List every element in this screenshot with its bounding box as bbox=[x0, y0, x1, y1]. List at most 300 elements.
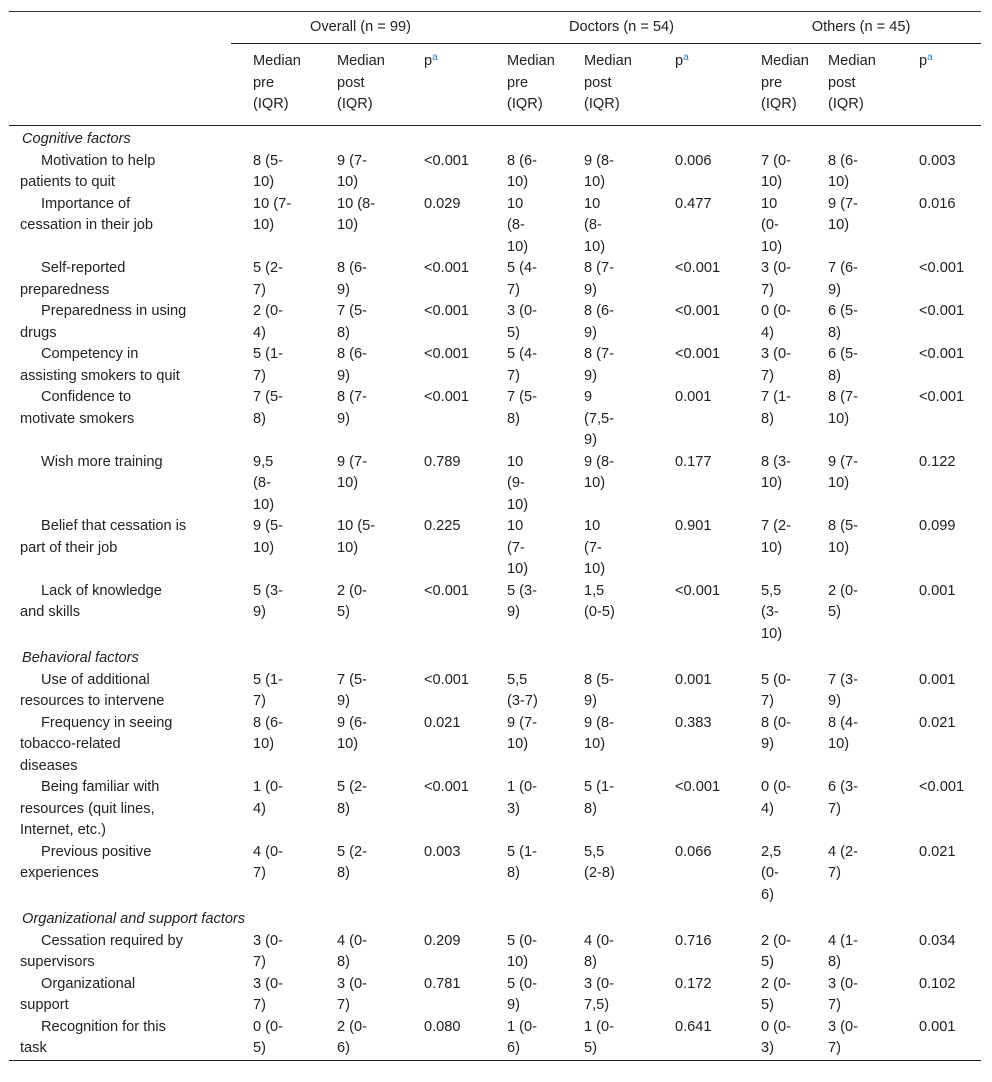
text-line: (IQR) bbox=[253, 96, 289, 112]
row-label bbox=[9, 974, 231, 1017]
cell-others-post bbox=[814, 931, 887, 974]
cell-overall-post bbox=[313, 344, 397, 387]
text-line: 0.177 bbox=[675, 453, 712, 470]
text-line: 9) bbox=[253, 604, 266, 620]
cell-others-p bbox=[887, 777, 981, 842]
text-line: 0.001 bbox=[675, 389, 712, 405]
cell-overall-p bbox=[397, 516, 490, 581]
column-header-median-post-others bbox=[814, 44, 887, 126]
text-line: 9) bbox=[337, 281, 350, 298]
text-line: 7 (5- bbox=[507, 389, 538, 405]
text-line: 10 bbox=[584, 195, 601, 212]
text-line: 9) bbox=[584, 281, 597, 298]
cell-doctors-pre bbox=[490, 194, 568, 259]
text-line: 0.477 bbox=[675, 195, 712, 212]
text-line: 4) bbox=[253, 324, 266, 341]
cell-overall-post bbox=[313, 842, 397, 907]
cell-others-post bbox=[814, 670, 887, 713]
text-line: <0.001 bbox=[424, 303, 470, 319]
section-title: Behavioral factors bbox=[22, 650, 139, 666]
text-line: 4 (0- bbox=[253, 843, 284, 860]
p-label: p bbox=[919, 53, 928, 69]
row-label-line: Cessation required by bbox=[41, 932, 183, 949]
text-line: 8) bbox=[828, 954, 841, 970]
text-line: 4) bbox=[761, 324, 774, 341]
row-label bbox=[9, 670, 231, 713]
text-line: <0.001 bbox=[675, 260, 721, 276]
cell-doctors-pre bbox=[490, 842, 568, 907]
cell-others-pre bbox=[741, 713, 814, 778]
row-label-line: cessation in their job bbox=[20, 217, 154, 233]
text-line: (2-8) bbox=[584, 865, 615, 881]
footnote-marker: a bbox=[432, 52, 438, 63]
cell-others-p bbox=[887, 581, 981, 646]
cell-others-post bbox=[814, 713, 887, 778]
row-label bbox=[9, 151, 231, 194]
text-line: 4 (1- bbox=[828, 932, 859, 949]
text-line: 10) bbox=[761, 539, 783, 556]
text-line: 8 (0- bbox=[761, 714, 792, 731]
row-label-line: Use of additional bbox=[41, 671, 150, 688]
text-line: 10) bbox=[828, 539, 850, 556]
text-line: 10) bbox=[584, 736, 606, 752]
text-line: (7,5- bbox=[584, 410, 615, 427]
cell-overall-post bbox=[313, 258, 397, 301]
cell-overall-pre bbox=[231, 670, 313, 713]
text-line: (7- bbox=[584, 539, 602, 556]
text-line: 2 (0- bbox=[337, 1018, 368, 1035]
text-line: 2 (0- bbox=[337, 582, 368, 599]
text-line: 9 (8- bbox=[584, 453, 615, 470]
text-line: 10) bbox=[828, 174, 850, 190]
cell-doctors-post bbox=[568, 581, 648, 646]
cell-others-p bbox=[887, 974, 981, 1017]
cell-overall-p bbox=[397, 713, 490, 778]
text-line: 7 (5- bbox=[253, 389, 284, 405]
table-row bbox=[9, 258, 981, 301]
text-line: 0.781 bbox=[424, 975, 461, 992]
cell-others-pre bbox=[741, 974, 814, 1017]
text-line: (9- bbox=[507, 475, 525, 491]
cell-doctors-post bbox=[568, 670, 648, 713]
text-line: 7) bbox=[253, 693, 266, 709]
cell-doctors-p bbox=[648, 670, 741, 713]
text-line: 7) bbox=[507, 367, 520, 384]
cell-overall-pre bbox=[231, 516, 313, 581]
cell-others-post bbox=[814, 777, 887, 842]
cell-others-p bbox=[887, 194, 981, 259]
text-line: (IQR) bbox=[337, 96, 373, 112]
results-table-container bbox=[9, 11, 981, 1061]
header-blank-cell bbox=[9, 12, 231, 44]
cell-overall-pre bbox=[231, 344, 313, 387]
text-line: <0.001 bbox=[675, 346, 721, 362]
text-line: 9,5 bbox=[253, 453, 274, 470]
column-header-median-pre-overall bbox=[231, 44, 313, 126]
row-label-line: experiences bbox=[20, 865, 99, 881]
text-line: 8) bbox=[507, 865, 520, 881]
cell-doctors-post bbox=[568, 713, 648, 778]
text-line: 3 (0- bbox=[507, 303, 538, 319]
table-row bbox=[9, 777, 981, 842]
text-line: 0.080 bbox=[424, 1018, 461, 1035]
header-row-groups bbox=[9, 12, 981, 44]
section-title: Organizational and support factors bbox=[22, 911, 246, 927]
cell-others-p bbox=[887, 452, 981, 517]
text-line: 10) bbox=[337, 475, 359, 491]
text-line: 8 (7- bbox=[828, 389, 859, 405]
text-line: 6) bbox=[507, 1040, 520, 1056]
cell-others-p bbox=[887, 842, 981, 907]
text-line: 7,5) bbox=[584, 997, 610, 1013]
row-label-line: Belief that cessation is bbox=[41, 518, 187, 534]
cell-doctors-post bbox=[568, 842, 648, 907]
text-line: 5) bbox=[507, 324, 520, 341]
table-row bbox=[9, 387, 981, 452]
cell-others-pre bbox=[741, 1017, 814, 1061]
cell-overall-pre bbox=[231, 151, 313, 194]
cell-doctors-p bbox=[648, 974, 741, 1017]
text-line: <0.001 bbox=[424, 152, 470, 169]
text-line: 4 (2- bbox=[828, 843, 859, 860]
text-line: 0.006 bbox=[675, 152, 712, 169]
text-line: Median bbox=[584, 53, 632, 69]
cell-others-p bbox=[887, 1017, 981, 1061]
text-line: 5 (2- bbox=[337, 779, 368, 795]
text-line: 9 (5- bbox=[253, 518, 284, 534]
text-line: 9 (6- bbox=[337, 714, 368, 731]
row-label bbox=[9, 452, 231, 517]
row-label-line: Previous positive bbox=[41, 843, 152, 860]
text-line: 0 (0- bbox=[761, 303, 792, 319]
row-label-line: Wish more training bbox=[41, 453, 163, 470]
text-line: <0.001 bbox=[675, 779, 721, 795]
text-line: 8 (5- bbox=[828, 518, 859, 534]
text-line: 10) bbox=[507, 238, 529, 255]
text-line: 9) bbox=[761, 736, 774, 752]
text-line: 3 (0- bbox=[584, 975, 615, 992]
text-line: 4) bbox=[761, 800, 774, 817]
text-line: (IQR) bbox=[507, 96, 543, 112]
cell-others-post bbox=[814, 194, 887, 259]
text-line: (IQR) bbox=[828, 96, 864, 112]
text-line: 9 bbox=[584, 389, 593, 405]
text-line: 5) bbox=[761, 954, 774, 970]
text-line: (0- bbox=[761, 217, 779, 233]
text-line: 9) bbox=[507, 997, 520, 1013]
table-row bbox=[9, 713, 981, 778]
cell-overall-post bbox=[313, 452, 397, 517]
row-label-line: Preparedness in using bbox=[41, 303, 187, 319]
cell-others-post bbox=[814, 516, 887, 581]
text-line: 0.029 bbox=[424, 195, 461, 212]
text-line: 10 bbox=[584, 518, 601, 534]
text-line: <0.001 bbox=[424, 346, 470, 362]
text-line: 6 (5- bbox=[828, 346, 859, 362]
text-line: (0- bbox=[761, 865, 779, 881]
text-line: 1 (0- bbox=[253, 779, 284, 795]
text-line: post bbox=[337, 74, 365, 91]
cell-overall-pre bbox=[231, 931, 313, 974]
footnote-marker: a bbox=[927, 52, 933, 63]
row-label-line: Self-reported bbox=[41, 260, 126, 276]
cell-doctors-post bbox=[568, 974, 648, 1017]
cell-doctors-p bbox=[648, 777, 741, 842]
text-line: 5 (4- bbox=[507, 346, 538, 362]
cell-others-pre bbox=[741, 387, 814, 452]
text-line: 7) bbox=[337, 997, 350, 1013]
row-label-line: task bbox=[20, 1040, 47, 1056]
text-line: 10) bbox=[828, 475, 850, 491]
row-label-line: Organizational bbox=[41, 975, 136, 992]
cell-overall-pre bbox=[231, 777, 313, 842]
text-line: 10) bbox=[253, 539, 275, 556]
text-line: 3 (0- bbox=[828, 975, 859, 992]
cell-overall-post bbox=[313, 974, 397, 1017]
text-line: 5) bbox=[253, 1040, 266, 1056]
text-line: <0.001 bbox=[919, 260, 965, 276]
row-label-line: Being familiar with bbox=[41, 779, 160, 795]
text-line: 3 (0- bbox=[828, 1018, 859, 1035]
text-line: 5) bbox=[828, 604, 841, 620]
text-line: 0.102 bbox=[919, 975, 956, 992]
text-line: 1 (0- bbox=[584, 1018, 615, 1035]
text-line: <0.001 bbox=[424, 779, 470, 795]
text-line: 9) bbox=[507, 604, 520, 620]
cell-doctors-p bbox=[648, 387, 741, 452]
cell-others-post bbox=[814, 258, 887, 301]
text-line: Median bbox=[828, 53, 876, 69]
text-line: <0.001 bbox=[424, 582, 470, 599]
text-line: 10) bbox=[337, 736, 359, 752]
text-line: 0.641 bbox=[675, 1018, 712, 1035]
cell-others-pre bbox=[741, 344, 814, 387]
text-line: 7) bbox=[253, 281, 266, 298]
row-label bbox=[9, 258, 231, 301]
cell-overall-post bbox=[313, 1017, 397, 1061]
text-line: 5,5 bbox=[761, 582, 782, 599]
cell-doctors-post bbox=[568, 344, 648, 387]
text-line: 10) bbox=[761, 238, 783, 255]
text-line: 9) bbox=[584, 432, 597, 448]
column-header-median-post-overall bbox=[313, 44, 397, 126]
cell-others-post bbox=[814, 842, 887, 907]
cell-others-post bbox=[814, 1017, 887, 1061]
row-label bbox=[9, 1017, 231, 1061]
text-line: 5 (0- bbox=[761, 671, 792, 688]
text-line: 0.901 bbox=[675, 518, 712, 534]
text-line: 10 (7- bbox=[253, 195, 292, 212]
cell-overall-p bbox=[397, 842, 490, 907]
row-label bbox=[9, 301, 231, 344]
cell-others-pre bbox=[741, 258, 814, 301]
text-line: (3- bbox=[761, 604, 779, 620]
text-line: Median bbox=[337, 53, 385, 69]
text-line: 0.789 bbox=[424, 453, 461, 470]
text-line: 5 (1- bbox=[253, 671, 284, 688]
cell-doctors-pre bbox=[490, 151, 568, 194]
cell-doctors-pre bbox=[490, 670, 568, 713]
text-line: 8) bbox=[337, 324, 350, 341]
cell-doctors-post bbox=[568, 452, 648, 517]
text-line: 7) bbox=[253, 367, 266, 384]
row-label-line: preparedness bbox=[20, 281, 110, 298]
text-line: 8) bbox=[584, 800, 597, 817]
text-line: <0.001 bbox=[919, 779, 965, 795]
text-line: 3) bbox=[761, 1040, 774, 1056]
p-label: p bbox=[424, 53, 433, 69]
text-line: 4 (0- bbox=[584, 932, 615, 949]
cell-overall-post bbox=[313, 777, 397, 842]
cell-doctors-p bbox=[648, 842, 741, 907]
cell-overall-p bbox=[397, 974, 490, 1017]
cell-overall-pre bbox=[231, 713, 313, 778]
text-line: 5) bbox=[761, 997, 774, 1013]
text-line: 3 (0- bbox=[761, 260, 792, 276]
text-line: Median bbox=[253, 53, 301, 69]
text-line: 9 (7- bbox=[828, 453, 859, 470]
text-line: 7) bbox=[507, 281, 520, 298]
cell-others-post bbox=[814, 344, 887, 387]
text-line: 0.021 bbox=[919, 843, 956, 860]
cell-overall-pre bbox=[231, 452, 313, 517]
row-label-line: support bbox=[20, 997, 69, 1013]
column-header-median-post-doctors bbox=[568, 44, 648, 126]
text-line: 7) bbox=[828, 865, 841, 881]
text-line: <0.001 bbox=[424, 671, 470, 688]
group-header-doctors: Doctors (n = 54) bbox=[490, 12, 741, 44]
text-line: 6 (3- bbox=[828, 779, 859, 795]
cell-doctors-p bbox=[648, 194, 741, 259]
header-blank-cell bbox=[9, 44, 231, 126]
text-line: pre bbox=[761, 74, 783, 91]
text-line: 8) bbox=[584, 954, 597, 970]
text-line: 5 (3- bbox=[507, 582, 538, 599]
text-line: 8) bbox=[828, 324, 841, 341]
text-line: 9) bbox=[584, 324, 597, 341]
text-line: 10) bbox=[253, 496, 275, 513]
row-label bbox=[9, 842, 231, 907]
cell-others-pre bbox=[741, 151, 814, 194]
table-row bbox=[9, 931, 981, 974]
cell-others-pre bbox=[741, 516, 814, 581]
text-line: 5 (0- bbox=[507, 932, 538, 949]
text-line: 10) bbox=[253, 736, 275, 752]
cell-overall-pre bbox=[231, 301, 313, 344]
text-line: 9) bbox=[337, 693, 350, 709]
text-line: 6) bbox=[337, 1040, 350, 1056]
text-line: 7 (5- bbox=[337, 671, 368, 688]
text-line: (8- bbox=[584, 217, 602, 233]
text-line: 0.122 bbox=[919, 453, 956, 470]
cell-overall-p bbox=[397, 1017, 490, 1061]
results-table bbox=[9, 11, 981, 1061]
section-title: Cognitive factors bbox=[22, 131, 131, 147]
row-label bbox=[9, 516, 231, 581]
cell-others-pre bbox=[741, 301, 814, 344]
text-line: 0.021 bbox=[424, 714, 461, 731]
text-line: 7) bbox=[253, 954, 266, 970]
text-line: 8 (6- bbox=[507, 152, 538, 169]
row-label-line: tobacco-related bbox=[20, 736, 121, 752]
text-line: 8) bbox=[253, 410, 266, 427]
table-row bbox=[9, 344, 981, 387]
text-line: (8- bbox=[507, 217, 525, 233]
cell-overall-post bbox=[313, 670, 397, 713]
cell-doctors-pre bbox=[490, 301, 568, 344]
text-line: 1 (0- bbox=[507, 1018, 538, 1035]
text-line: 0.001 bbox=[919, 671, 956, 688]
column-header-median-pre-others bbox=[741, 44, 814, 126]
text-line: 3 (0- bbox=[253, 975, 284, 992]
text-line: 10 bbox=[507, 518, 524, 534]
cell-others-pre bbox=[741, 777, 814, 842]
row-label-line: Frequency in seeing bbox=[41, 714, 173, 731]
text-line: 7 (1- bbox=[761, 389, 792, 405]
text-line: <0.001 bbox=[675, 582, 721, 599]
text-line: 5) bbox=[584, 1040, 597, 1056]
cell-doctors-p bbox=[648, 931, 741, 974]
text-line: 10) bbox=[761, 174, 783, 190]
text-line: 8 (6- bbox=[828, 152, 859, 169]
cell-doctors-post bbox=[568, 516, 648, 581]
row-label-line: Competency in bbox=[41, 346, 139, 362]
text-line: 7 (0- bbox=[761, 152, 792, 169]
text-line: 0.021 bbox=[919, 714, 956, 731]
text-line: 8 (4- bbox=[828, 714, 859, 731]
text-line: 10) bbox=[507, 174, 529, 190]
table-row bbox=[9, 974, 981, 1017]
text-line: 4) bbox=[253, 800, 266, 817]
row-label bbox=[9, 344, 231, 387]
section-header-row bbox=[9, 126, 981, 151]
row-label bbox=[9, 194, 231, 259]
text-line: 9) bbox=[337, 367, 350, 384]
text-line: 8 (6- bbox=[337, 260, 368, 276]
text-line: (0-5) bbox=[584, 604, 615, 620]
cell-overall-pre bbox=[231, 842, 313, 907]
text-line: 10) bbox=[584, 561, 606, 577]
cell-doctors-post bbox=[568, 777, 648, 842]
text-line: 1,5 bbox=[584, 582, 605, 599]
cell-overall-p bbox=[397, 344, 490, 387]
cell-others-pre bbox=[741, 194, 814, 259]
text-line: 10) bbox=[584, 238, 606, 255]
section-header-row bbox=[9, 645, 981, 670]
cell-overall-post bbox=[313, 931, 397, 974]
row-label-line: Importance of bbox=[41, 195, 131, 212]
cell-overall-post bbox=[313, 194, 397, 259]
cell-doctors-p bbox=[648, 581, 741, 646]
text-line: 0.225 bbox=[424, 518, 461, 534]
cell-overall-p bbox=[397, 301, 490, 344]
text-line: 10) bbox=[507, 561, 529, 577]
table-row bbox=[9, 842, 981, 907]
text-line: 7 (5- bbox=[337, 303, 368, 319]
row-label bbox=[9, 713, 231, 778]
cell-overall-p bbox=[397, 777, 490, 842]
text-line: 8 (7- bbox=[337, 389, 368, 405]
row-label-line: drugs bbox=[20, 324, 57, 341]
text-line: 7 (6- bbox=[828, 260, 859, 276]
cell-doctors-pre bbox=[490, 1017, 568, 1061]
cell-doctors-post bbox=[568, 258, 648, 301]
text-line: 10) bbox=[761, 625, 783, 642]
text-line: 3 (0- bbox=[761, 346, 792, 362]
text-line: post bbox=[828, 74, 856, 91]
text-line: Median bbox=[507, 53, 555, 69]
cell-doctors-post bbox=[568, 151, 648, 194]
